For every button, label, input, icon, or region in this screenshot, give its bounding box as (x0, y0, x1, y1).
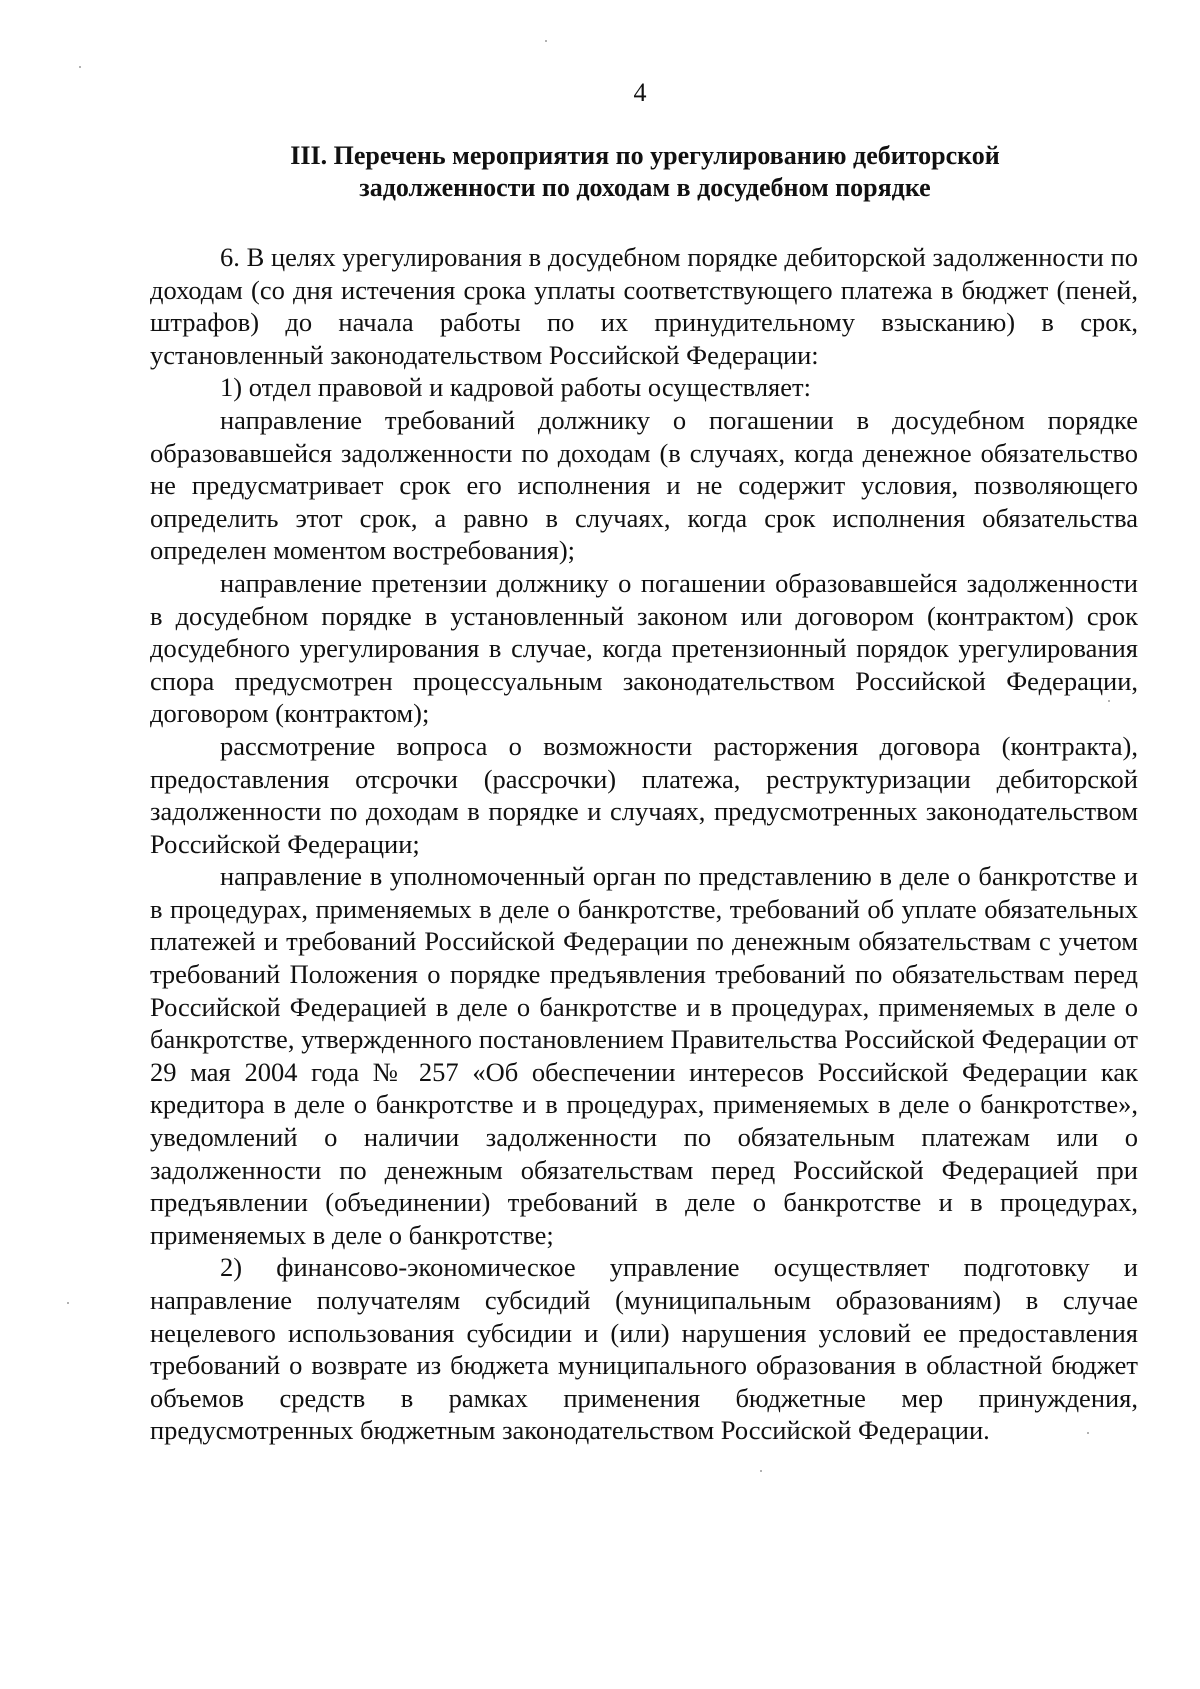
section-heading-line-1: III. Перечень мероприятия по урегулированию дебиторской (290, 141, 1000, 170)
paragraph-debt-demand: направление требований должнику о погашении в досудебном порядке образовавшейся задолженности по доходам (в случаях, когда денежное обязательство не предусматривает срок его исполнения и не содержит условия, позволяющего определить этот срок, а равно в случаях, когда срок исполнения обязательства определен моментом востребования); (150, 404, 1138, 566)
document-body (150, 241, 1138, 1447)
scan-speck (79, 66, 81, 68)
paragraph-contract-review: рассмотрение вопроса о возможности расторжения договора (контракта), предоставления отсрочки (рассрочки) платежа, реструктуризации дебиторской задолженности по доходам в порядке и случаях, предусмотренных законодательством Российской Федерации; (150, 730, 1138, 859)
scan-speck (545, 40, 547, 42)
section-heading (150, 140, 1140, 204)
scan-speck (1087, 1432, 1089, 1434)
scan-speck (67, 1302, 69, 1304)
paragraph-item-6: 6. В целях урегулирования в досудебном порядке дебиторской задолженности по доходам (со дня истечения срока уплаты соответствующего платежа в бюджет (пеней, штрафов) до начала работы по их принудительному взысканию) в срок, установленный законодательством Российской Федерации: (150, 242, 1138, 370)
section-heading-line-2: задолженности по доходам в досудебном порядке (359, 173, 931, 202)
paragraph-legal-department: 1) отдел правовой и кадровой работы осуществляет: (220, 372, 811, 403)
scan-speck (760, 1470, 762, 1472)
paragraph-bankruptcy: направление в уполномоченный орган по представлению в деле о банкротстве и в процедурах, применяемых в деле о банкротстве, требований об уплате обязательных платежей и требований Российской Федерации по денежным обязательствам с учетом требований Положения о порядке предъявления требований по обязательствам перед Российской Федерацией в деле о банкротстве и в процедурах, применяемых в деле о банкротстве, утвержденного постановлением Правительства Российской Федерации от 29 мая 2004 года № 257 «Об обеспечении интересов Российской Федерации как кредитора в деле о банкротстве и в процедурах, применяемых в деле о банкротстве», уведомлений о наличии задолженности по обязательным платежам или о задолженности по денежным обязательствам перед Российской Федерацией при предъявлении (объединении) требований в деле о банкротстве и в процедурах, применяемых в деле о банкротстве; (150, 861, 1138, 1250)
page-number: 4 (633, 78, 647, 107)
scan-speck (1108, 700, 1110, 702)
paragraph-claim: направление претензии должнику о погашении образовавшейся задолженности в досудебном порядке в установленный законом или договором (контрактом) срок досудебного урегулирования в случае, когда претензионный порядок урегулирования спора предусмотрен процессуальным законодательством Российской Федерации, договором (контрактом); (150, 567, 1138, 729)
paragraph-finance-department: 2) финансово-экономическое управление осуществляет подготовку и направление получателям субсидий (муниципальным образованиям) в случае нецелевого использования субсидии и (или) нарушения условий ее предоставления требований о возврате из бюджета муниципального образования в областной бюджет объемов средств в рамках применения бюджетные мер принуждения, предусмотренных бюджетным законодательством Российской Федерации. (150, 1252, 1138, 1446)
